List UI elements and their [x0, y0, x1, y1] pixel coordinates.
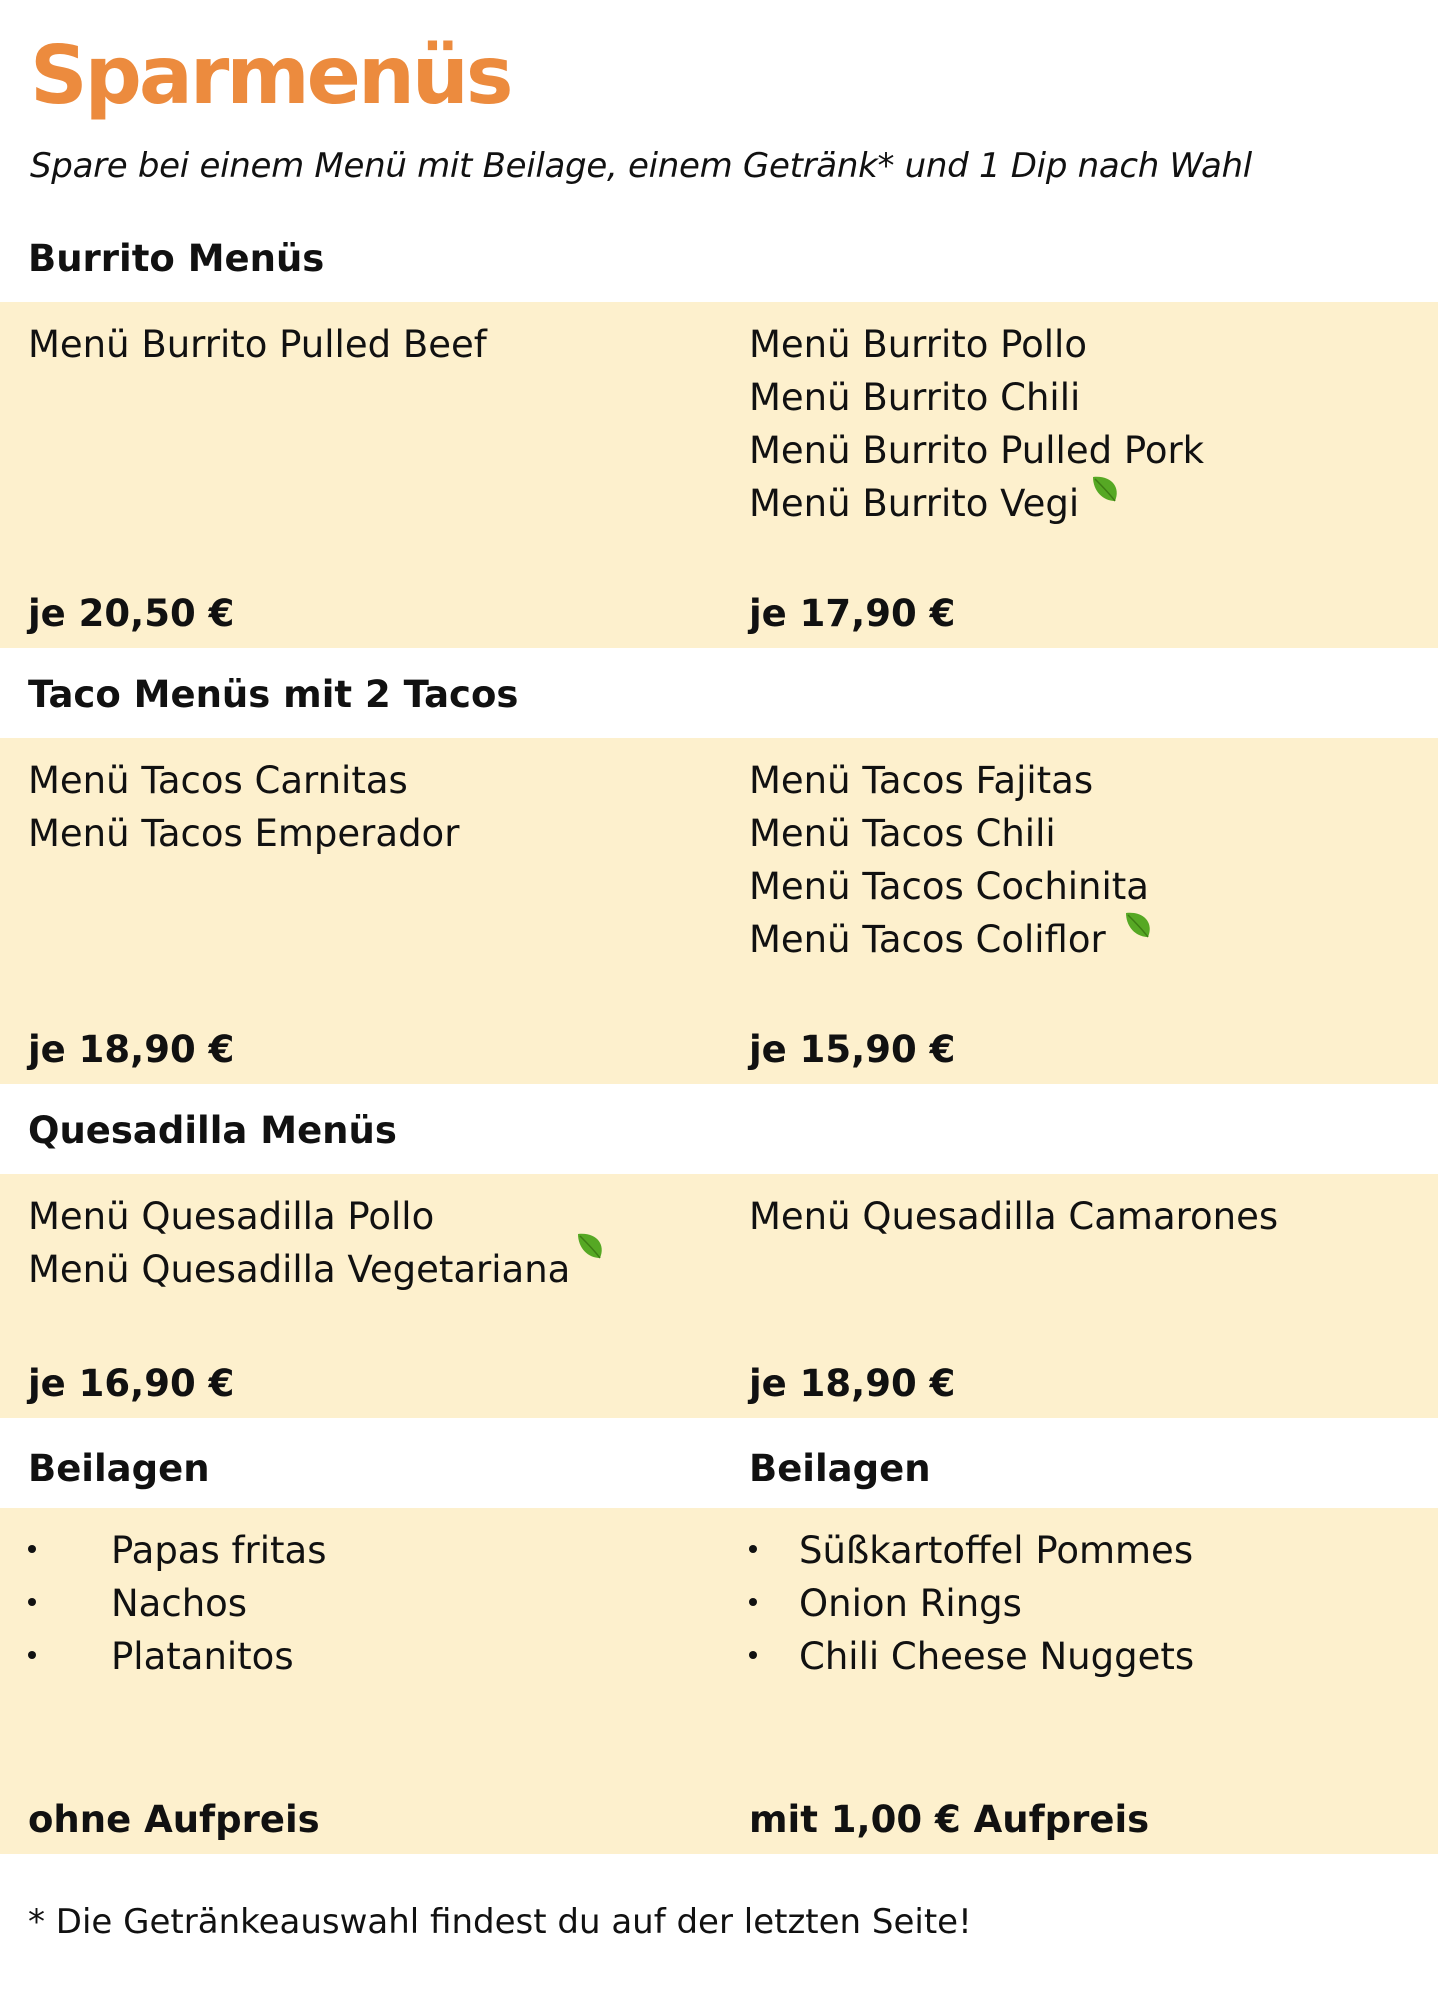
menu-item [749, 860, 1429, 913]
sides-band [0, 1508, 1438, 1854]
menu-item-label: Menü Tacos Cochinita [749, 865, 1149, 908]
sides-left-column [28, 1508, 708, 1854]
menu-item: Menü Tacos Carnitas [28, 759, 408, 802]
tacos-right-column [749, 738, 1429, 1084]
menu-item: Menü Tacos Emperador [28, 812, 460, 855]
menu-item-label: Menü Burrito Chili [749, 376, 1081, 419]
menu-item [749, 913, 1429, 966]
menu-item-label: Menü Tacos Coliflor [749, 918, 1106, 961]
section-heading-burrito: Burrito Menüs [28, 236, 325, 280]
price-label: je 18,90 € [28, 1028, 235, 1071]
bullet-icon [749, 1651, 757, 1659]
tacos-band [0, 738, 1438, 1084]
menu-item-label: Menü Quesadilla Vegetariana [28, 1248, 571, 1291]
menu-item-label: Menü Tacos Chili [749, 812, 1056, 855]
menu-item: Menü Burrito Pulled Beef [28, 323, 487, 366]
bullet-icon [28, 1651, 36, 1659]
side-label: Platanitos [111, 1635, 294, 1678]
menu-item [749, 477, 1429, 530]
list-item [28, 1577, 708, 1630]
menu-item-label: Menü Burrito Pollo [749, 323, 1087, 366]
list-item [749, 1577, 1429, 1630]
burrito-band [0, 302, 1438, 648]
price-label: je 17,90 € [749, 592, 956, 635]
price-label: je 20,50 € [28, 592, 235, 635]
price-label: je 18,90 € [749, 1362, 956, 1405]
quesadilla-left-column [28, 1174, 708, 1418]
burrito-right-column [749, 302, 1429, 648]
burrito-left-column [28, 302, 708, 648]
price-label: je 16,90 € [28, 1362, 235, 1405]
side-label: Papas fritas [111, 1529, 327, 1572]
sides-heading-right: Beilagen [749, 1446, 931, 1490]
price-label: ohne Aufpreis [28, 1798, 320, 1841]
sides-heading-left: Beilagen [28, 1446, 210, 1490]
leaf-icon [1089, 473, 1123, 507]
menu-item [749, 371, 1429, 424]
bullet-icon [28, 1598, 36, 1606]
page-title: Sparmenüs [30, 29, 511, 122]
menu-item-label: Menü Burrito Pulled Pork [749, 429, 1205, 472]
side-label: Onion Rings [799, 1582, 1022, 1625]
list-item [749, 1524, 1429, 1577]
bullet-icon [28, 1545, 36, 1553]
list-item [28, 1524, 708, 1577]
leaf-icon [1122, 909, 1156, 943]
list-item [28, 1630, 708, 1683]
bullet-icon [749, 1598, 757, 1606]
menu-item-label: Menü Quesadilla Pollo [28, 1195, 435, 1238]
menu-item [749, 318, 1429, 371]
footnote: * Die Getränkeauswahl findest du auf der letzten Seite! [28, 1902, 972, 1942]
quesadilla-band [0, 1174, 1438, 1418]
menu-item: Menü Quesadilla Camarones [749, 1195, 1279, 1238]
side-label: Nachos [111, 1582, 248, 1625]
bullet-icon [749, 1545, 757, 1553]
quesadilla-right-column [749, 1174, 1429, 1418]
menu-item [749, 424, 1429, 477]
section-heading-tacos: Taco Menüs mit 2 Tacos [28, 672, 519, 716]
page-subtitle: Spare bei einem Menü mit Beilage, einem Getränk* und 1 Dip nach Wahl [30, 146, 1252, 186]
menu-item [749, 807, 1429, 860]
price-label: je 15,90 € [749, 1028, 956, 1071]
list-item [749, 1630, 1429, 1683]
menu-item [749, 754, 1429, 807]
price-label: mit 1,00 € Aufpreis [749, 1798, 1150, 1841]
sides-right-column [749, 1508, 1429, 1854]
tacos-left-column [28, 738, 708, 1084]
menu-item-label: Menü Burrito Vegi [749, 482, 1080, 525]
menu-item-label: Menü Tacos Fajitas [749, 759, 1094, 802]
side-label: Chili Cheese Nuggets [799, 1635, 1195, 1678]
section-heading-quesadilla: Quesadilla Menüs [28, 1108, 397, 1152]
side-label: Süßkartoffel Pommes [799, 1529, 1194, 1572]
leaf-icon [574, 1230, 608, 1264]
